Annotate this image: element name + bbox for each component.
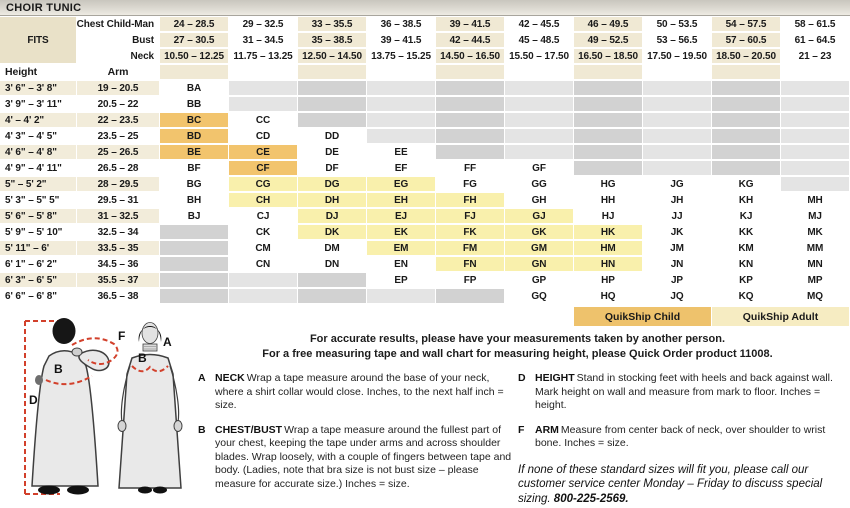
size-cell-HN: HN [574,257,642,271]
height-cell: 5' 6" – 5' 8" [0,209,76,223]
empty-cell [505,81,573,95]
range-cell: 35 – 38.5 [298,33,366,47]
header-spacer-cell [781,65,849,79]
size-cell-JN: JN [643,257,711,271]
size-cell-EF: EF [367,161,435,175]
size-cell-JG: JG [643,177,711,191]
empty-cell [436,129,504,143]
empty-cell [160,289,228,303]
empty-cell [367,129,435,143]
size-cell-JH: JH [643,193,711,207]
size-cell-FM: FM [436,241,504,255]
empty-cell [781,129,849,143]
size-cell-BF: BF [160,161,228,175]
instruction-text: Wrap a tape measure around the base of your neck, where a shirt collar would close. Inches, to the next half inch = size. [215,372,504,411]
range-cell: 14.50 – 16.50 [436,49,504,63]
empty-cell [712,81,780,95]
illustration-label-b2: B [138,351,147,365]
instruction-text: Wrap a tape measure around the fullest part of your chest, keeping the tape under arms and across shoulder blades. Wrap loosely, with a couple of fingers between tape and body. (Ladies, note that bra size is not bust size – please measure for accurate size.) Inches = size. [215,423,512,490]
instruction-keyword: ARM [535,423,559,436]
size-cell-CH: CH [229,193,297,207]
size-cell-MQ: MQ [781,289,849,303]
size-cell-BJ: BJ [160,209,228,223]
range-cell: 11.75 – 13.25 [229,49,297,63]
range-cell: 15.50 – 17.50 [505,49,573,63]
range-cell: 13.75 – 15.25 [367,49,435,63]
empty-cell [436,97,504,111]
empty-cell [505,145,573,159]
size-cell-GM: GM [505,241,573,255]
size-cell-KP: KP [712,273,780,287]
range-cell: 12.50 – 14.50 [298,49,366,63]
empty-cell [436,289,504,303]
range-cell: 21 – 23 [781,49,849,63]
illustration-label-a: A [163,335,172,349]
size-cell-CJ: CJ [229,209,297,223]
size-cell-EE: EE [367,145,435,159]
advice-line-2: For a free measuring tape and wall chart for measuring height, please Quick Order product 11008. [262,348,773,360]
size-cell-MM: MM [781,241,849,255]
header-spacer-cell [229,65,297,79]
measurement-advice [190,332,845,362]
fits-row-label: Chest Child-Man [77,17,159,31]
size-cell-BH: BH [160,193,228,207]
size-cell-DF: DF [298,161,366,175]
range-cell: 58 – 61.5 [781,17,849,31]
empty-cell [574,97,642,111]
instruction-keyword: NECK [215,372,245,384]
range-cell: 57 – 60.5 [712,33,780,47]
size-cell-DH: DH [298,193,366,207]
size-cell-HQ: HQ [574,289,642,303]
size-cell-KN: KN [712,257,780,271]
size-cell-KJ: KJ [712,209,780,223]
arm-header: Arm [77,65,159,79]
empty-cell [574,113,642,127]
height-cell: 3' 9" – 3' 11" [0,97,76,111]
empty-cell [367,113,435,127]
illustration-label-d: D [29,393,38,407]
size-cell-KK: KK [712,225,780,239]
empty-cell [367,81,435,95]
size-cell-HK: HK [574,225,642,239]
size-cell-DD: DD [298,129,366,143]
fits-row-label: Bust [77,33,159,47]
empty-cell [712,161,780,175]
empty-cell [229,289,297,303]
special-sizing-text: If none of these standard sizes will fit you, please call our customer service center Monday – Friday to discuss special sizing. [518,463,823,505]
size-cell-HJ: HJ [574,209,642,223]
range-cell: 27 – 30.5 [160,33,228,47]
arm-cell: 20.5 – 22 [77,97,159,111]
size-cell-KH: KH [712,193,780,207]
range-cell: 33 – 35.5 [298,17,366,31]
arm-cell: 33.5 – 35 [77,241,159,255]
header-spacer-cell [643,65,711,79]
range-cell: 53 – 56.5 [643,33,711,47]
size-cell-FG: FG [436,177,504,191]
height-cell: 6' 6" – 6' 8" [0,289,76,303]
arm-cell: 35.5 – 37 [77,273,159,287]
size-cell-KG: KG [712,177,780,191]
range-cell: 42 – 44.5 [436,33,504,47]
range-cell: 46 – 49.5 [574,17,642,31]
range-cell: 36 – 38.5 [367,17,435,31]
instruction-letter: A [198,372,206,384]
height-cell: 5' 3" – 5" 5" [0,193,76,207]
empty-cell [298,289,366,303]
size-table [0,17,849,303]
quikship-adult-legend: QuikShip Adult [712,307,849,326]
size-cell-FH: FH [436,193,504,207]
size-cell-EN: EN [367,257,435,271]
empty-cell [781,177,849,191]
size-cell-FJ: FJ [436,209,504,223]
header-spacer-cell [712,65,780,79]
size-cell-JJ: JJ [643,209,711,223]
size-cell-CN: CN [229,257,297,271]
size-cell-MP: MP [781,273,849,287]
instruction-chest-bust [198,424,512,492]
size-cell-MN: MN [781,257,849,271]
header-spacer-cell [436,65,504,79]
size-cell-GF: GF [505,161,573,175]
header-spacer-cell [574,65,642,79]
size-cell-HG: HG [574,177,642,191]
empty-cell [574,161,642,175]
empty-cell [781,81,849,95]
size-cell-DN: DN [298,257,366,271]
size-cell-BC: BC [160,113,228,127]
empty-cell [160,257,228,271]
instruction-text: Measure from center back of neck, over shoulder to wrist bone. Inches = size. [535,423,826,449]
range-cell: 10.50 – 12.25 [160,49,228,63]
empty-cell [505,97,573,111]
empty-cell [160,273,228,287]
instructions-right-column [518,372,850,506]
arm-cell: 32.5 – 34 [77,225,159,239]
instruction-height [518,372,850,413]
size-cell-CC: CC [229,113,297,127]
front-view-figure [118,323,182,494]
height-cell: 5' 11" – 6' [0,241,76,255]
arm-cell: 25 – 26.5 [77,145,159,159]
size-cell-FF: FF [436,161,504,175]
header-spacer-cell [160,65,228,79]
size-cell-DM: DM [298,241,366,255]
size-cell-BB: BB [160,97,228,111]
size-cell-FK: FK [436,225,504,239]
size-cell-DG: DG [298,177,366,191]
empty-cell [160,225,228,239]
size-cell-GK: GK [505,225,573,239]
empty-cell [781,97,849,111]
size-cell-JM: JM [643,241,711,255]
height-cell: 4' – 4' 2" [0,113,76,127]
size-cell-DE: DE [298,145,366,159]
phone-number: 800-225-2569. [553,492,629,505]
empty-cell [643,81,711,95]
range-cell: 29 – 32.5 [229,17,297,31]
arm-cell: 22 – 23.5 [77,113,159,127]
range-cell: 39 – 41.5 [367,33,435,47]
range-cell: 17.50 – 19.50 [643,49,711,63]
empty-cell [643,161,711,175]
empty-cell [712,97,780,111]
empty-cell [712,129,780,143]
illustration-label-f: F [118,329,126,343]
arm-cell: 34.5 – 36 [77,257,159,271]
size-cell-BG: BG [160,177,228,191]
empty-cell [505,129,573,143]
height-cell: 6' 3" – 6' 5" [0,273,76,287]
size-cell-BA: BA [160,81,228,95]
size-cell-CG: CG [229,177,297,191]
range-cell: 16.50 – 18.50 [574,49,642,63]
height-cell: 4' 9" – 4' 11" [0,161,76,175]
size-cell-FP: FP [436,273,504,287]
arm-cell: 29.5 – 31 [77,193,159,207]
empty-cell [643,113,711,127]
empty-cell [367,97,435,111]
empty-cell [712,145,780,159]
range-cell: 24 – 28.5 [160,17,228,31]
instruction-letter: D [518,372,526,384]
height-cell: 4' 6" – 4' 8" [0,145,76,159]
size-cell-KM: KM [712,241,780,255]
height-cell: 4' 3" – 4' 5" [0,129,76,143]
quikship-child-legend: QuikShip Child [574,307,711,326]
empty-cell [367,289,435,303]
size-cell-BE: BE [160,145,228,159]
fits-label: FITS [0,17,76,63]
empty-cell [781,113,849,127]
size-cell-EH: EH [367,193,435,207]
size-cell-KQ: KQ [712,289,780,303]
instruction-arm [518,424,850,451]
range-cell: 54 – 57.5 [712,17,780,31]
instruction-keyword: HEIGHT [535,372,575,384]
empty-cell [574,145,642,159]
size-cell-EK: EK [367,225,435,239]
size-cell-MH: MH [781,193,849,207]
arm-cell: 23.5 – 25 [77,129,159,143]
size-cell-MK: MK [781,225,849,239]
size-cell-HM: HM [574,241,642,255]
range-cell: 42 – 45.5 [505,17,573,31]
page-title: CHOIR TUNIC [0,0,850,16]
arm-cell: 26.5 – 28 [77,161,159,175]
size-cell-GH: GH [505,193,573,207]
empty-cell [229,97,297,111]
size-cell-DK: DK [298,225,366,239]
size-cell-GQ: GQ [505,289,573,303]
size-cell-BD: BD [160,129,228,143]
size-cell-CF: CF [229,161,297,175]
measurement-illustration [2,318,192,508]
empty-cell [298,273,366,287]
size-cell-HH: HH [574,193,642,207]
size-cell-JP: JP [643,273,711,287]
empty-cell [229,81,297,95]
illustration-label-b: B [54,362,63,376]
header-spacer-cell [505,65,573,79]
height-cell: 5' 9" – 5' 10" [0,225,76,239]
empty-cell [298,97,366,111]
height-cell: 6' 1" – 6' 2" [0,257,76,271]
header-spacer-cell [298,65,366,79]
range-cell: 49 – 52.5 [574,33,642,47]
empty-cell [643,97,711,111]
empty-cell [505,113,573,127]
special-sizing-note [518,463,850,507]
instruction-keyword: CHEST/BUST [215,423,283,436]
size-cell-HP: HP [574,273,642,287]
instruction-letter: F [518,423,525,436]
size-cell-CE: CE [229,145,297,159]
empty-cell [643,129,711,143]
empty-cell [781,161,849,175]
size-cell-GP: GP [505,273,573,287]
empty-cell [574,81,642,95]
empty-cell [436,81,504,95]
fits-row-label: Neck [77,49,159,63]
empty-cell [781,145,849,159]
range-cell: 18.50 – 20.50 [712,49,780,63]
empty-cell [160,241,228,255]
range-cell: 61 – 64.5 [781,33,849,47]
height-cell: 5" – 5' 2" [0,177,76,191]
empty-cell [436,145,504,159]
size-cell-EP: EP [367,273,435,287]
empty-cell [436,113,504,127]
range-cell: 45 – 48.5 [505,33,573,47]
size-cell-CM: CM [229,241,297,255]
empty-cell [574,129,642,143]
size-cell-MJ: MJ [781,209,849,223]
size-cell-CK: CK [229,225,297,239]
size-cell-EG: EG [367,177,435,191]
header-spacer-cell [367,65,435,79]
back-view-figure [32,318,109,495]
size-cell-GN: GN [505,257,573,271]
instruction-neck [198,372,512,413]
arm-cell: 19 – 20.5 [77,81,159,95]
arm-cell: 36.5 – 38 [77,289,159,303]
empty-cell [643,145,711,159]
empty-cell [712,113,780,127]
empty-cell [298,81,366,95]
size-cell-GJ: GJ [505,209,573,223]
instructions-left-column [198,372,512,491]
size-cell-EJ: EJ [367,209,435,223]
size-cell-DJ: DJ [298,209,366,223]
size-cell-GG: GG [505,177,573,191]
empty-cell [229,273,297,287]
size-cell-JQ: JQ [643,289,711,303]
height-header: Height [0,65,76,79]
size-cell-JK: JK [643,225,711,239]
advice-line-1: For accurate results, please have your measurements taken by another person. [309,333,726,345]
instruction-text: Stand in stocking feet with heels and back against wall. Mark height on wall and measure from mark to floor. Inches = height. [535,372,833,411]
range-cell: 31 – 34.5 [229,33,297,47]
arm-cell: 28 – 29.5 [77,177,159,191]
empty-cell [298,113,366,127]
range-cell: 39 – 41.5 [436,17,504,31]
size-cell-CD: CD [229,129,297,143]
size-cell-FN: FN [436,257,504,271]
height-cell: 3' 6" – 3' 8" [0,81,76,95]
arm-cell: 31 – 32.5 [77,209,159,223]
range-cell: 50 – 53.5 [643,17,711,31]
size-cell-EM: EM [367,241,435,255]
instruction-letter: B [198,423,206,436]
